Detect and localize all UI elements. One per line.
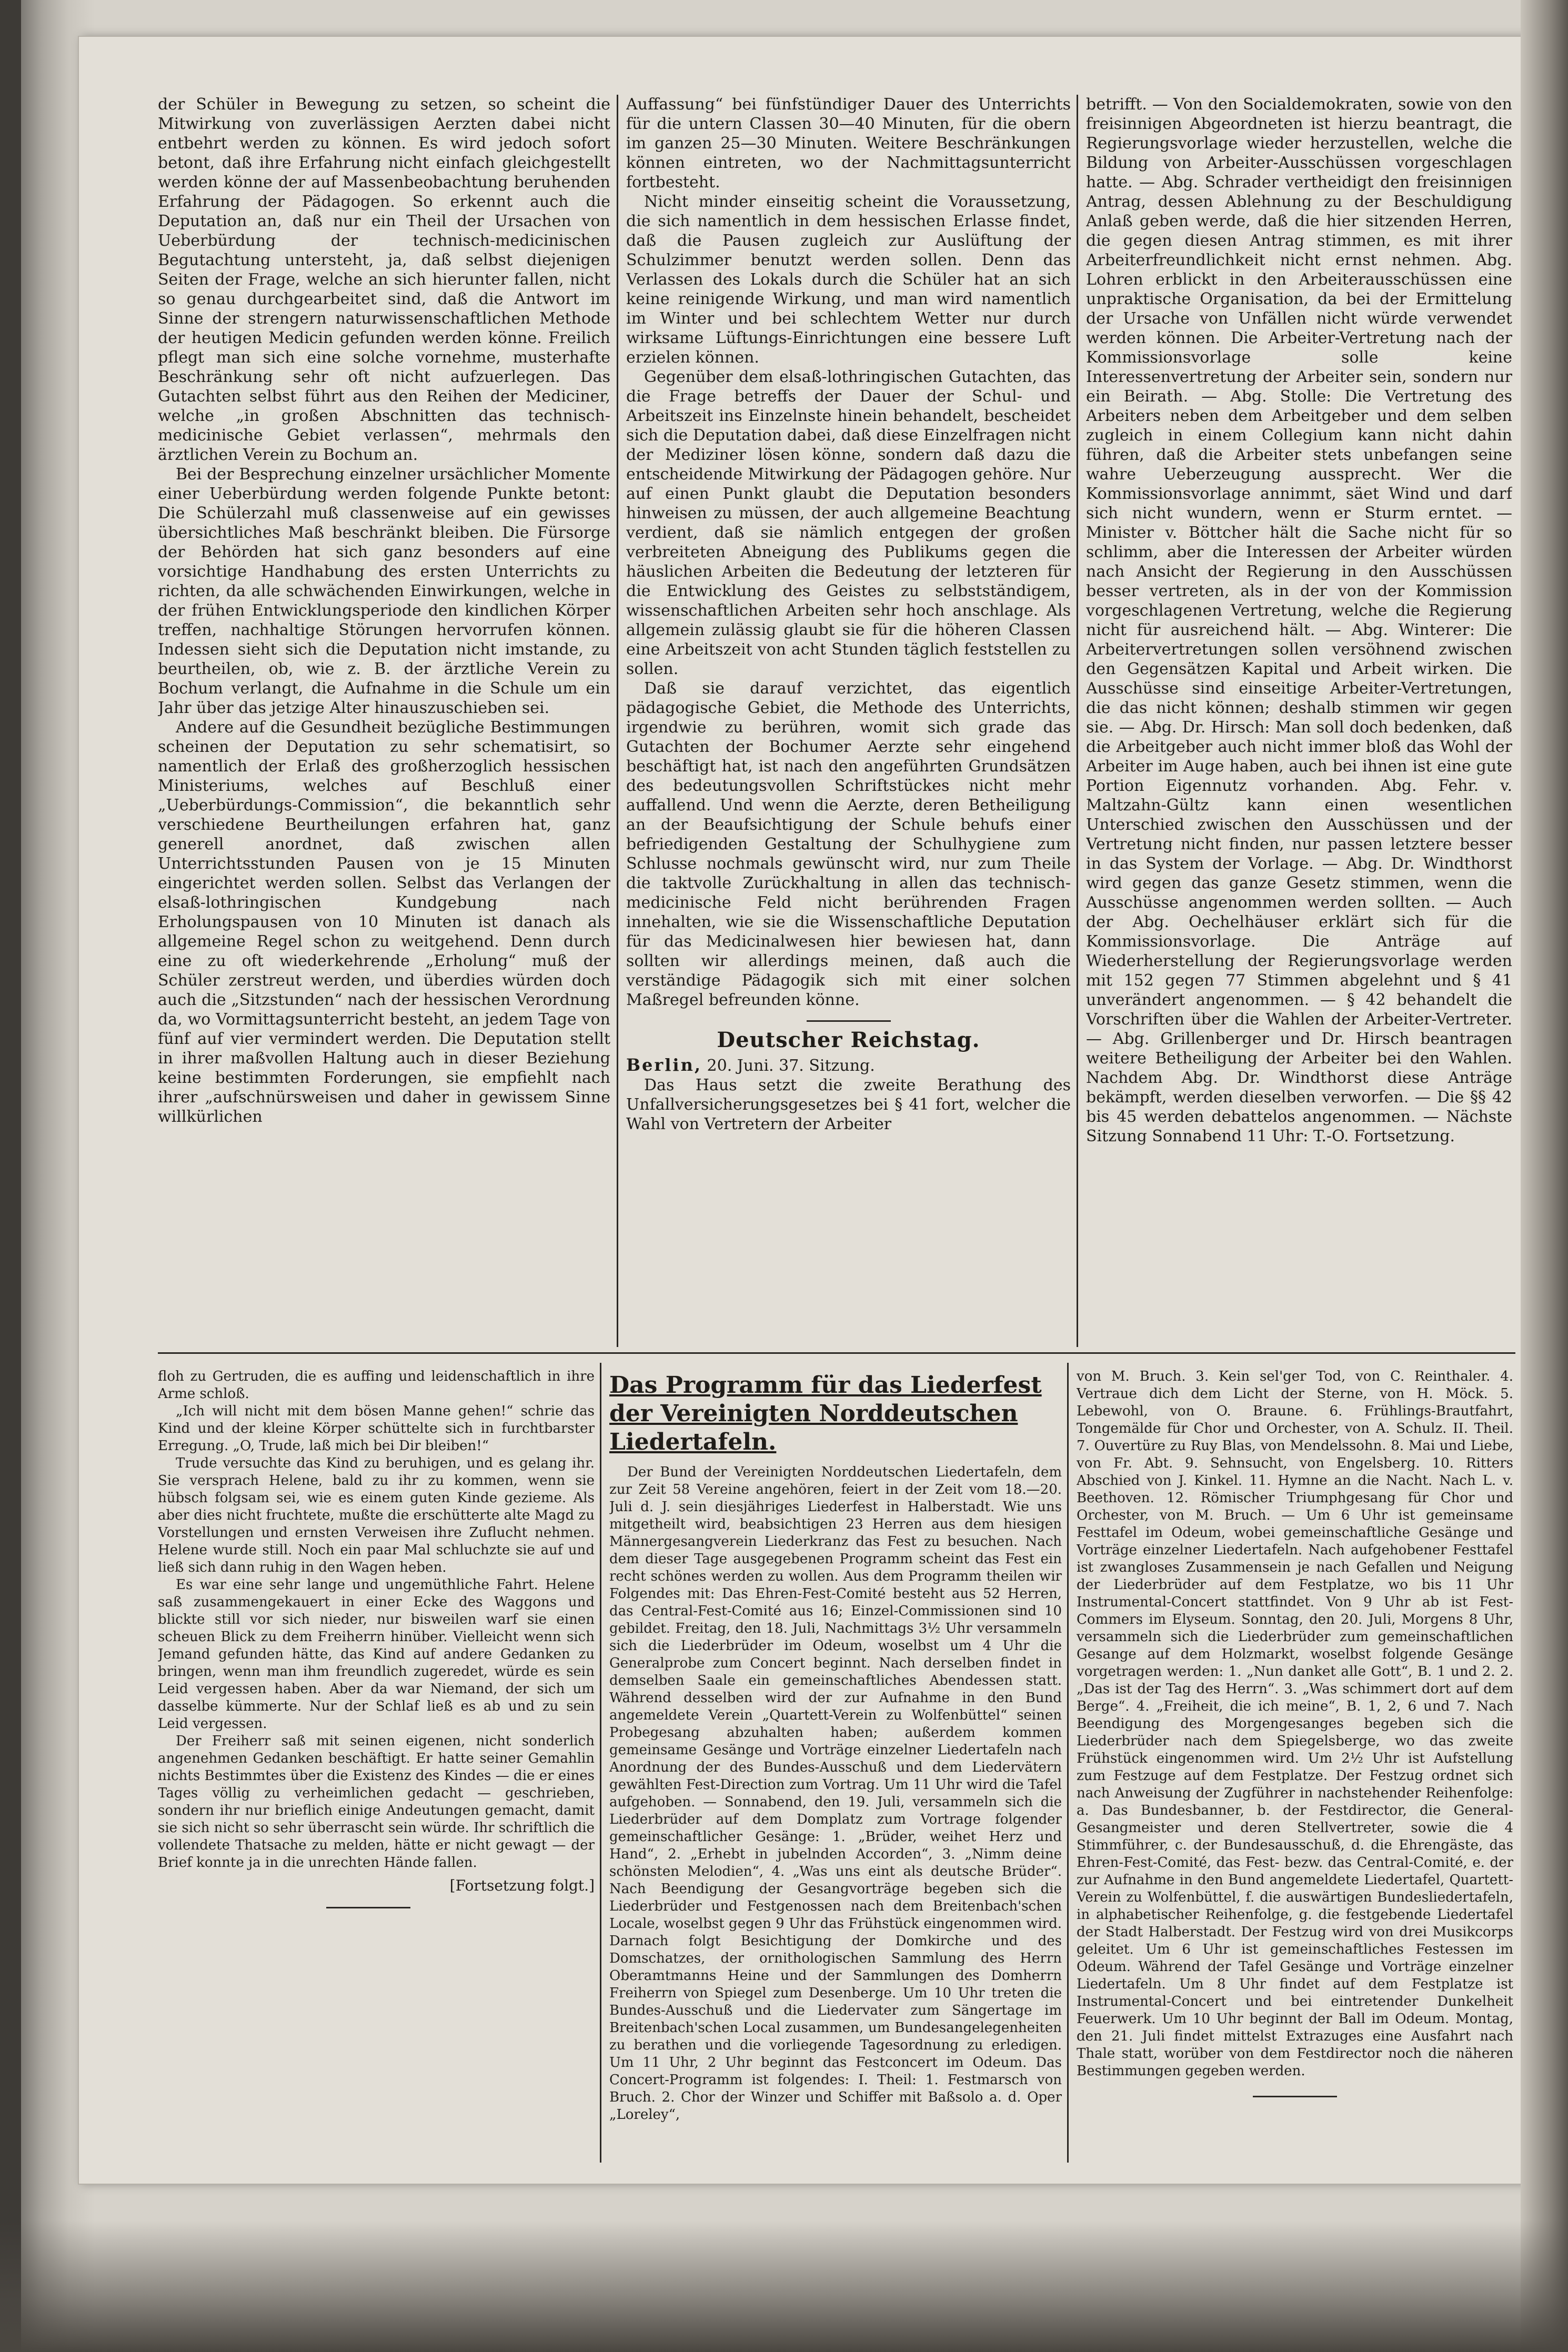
column-divider <box>1077 95 1078 1347</box>
program-heading: Das Programm für das Liederfest der Vereinigten Norddeutschen Liedertafeln. <box>609 1372 1042 1455</box>
section-separator <box>807 1020 891 1022</box>
column-divider <box>600 1363 601 2163</box>
paragraph: „Ich will nicht mit dem bösen Manne gehen!“ schrie das Kind und der kleine Körper schüttelte sich in furchtbarster Erregung. „O, Trude, laß mich bei Dir bleiben!“ <box>158 1403 595 1454</box>
paragraph: Der Bund der Vereinigten Norddeutschen Liedertafeln, dem zur Zeit 58 Vereine angehören, feiert in der Zeit vom 18.—20. Juli d. J. sein diesjähriges Liederfest in Halberstadt. Wie uns mitgetheilt wird, beabsichtigen 23 Herren aus dem hiesigen Männergesangverein Liederkranz das Fest zu besuchen. Nach dem dieser Tage ausgegebenen Programm scheint das Fest ein recht schönes werden zu wollen. Aus dem Programm theilen wir Folgendes mit: Das Ehren-Fest-Comité besteht aus 52 Herren, das Central-Fest-Comité aus 16; Einzel-Commissionen sind 10 gebildet. Freitag, den 18. Juli, Nachmittags 3½ Uhr versammeln sich die Liederbrüder im Odeum, woselbst um 4 Uhr die Generalprobe zum Concert beginnt. Nach derselben findet in demselben Saale ein gemeinschaftliches Abendessen statt. Während desselben wird der zur Aufnahme in den Bund angemeldete Verein „Quartett-Verein zu Wolfenbüttel“ seinen Probegesang abzuhalten haben; außerdem kommen gemeinsame Gesänge und Vorträge einzelner Liedertafeln nach Anordnung der des Bundes-Ausschuß und dem Liedervätern gewählten Fest-Direction zum Vortrag. Um 11 Uhr wird die Tafel aufgehoben. — Sonnabend, den 19. Juli, versammeln sich die Liederbrüder auf dem Domplatz zum Vortrage folgender gemeinschaftlicher Gesänge: 1. „Brüder, weihet Herz und Hand“, 2. „Erhebt in jubelnden Accorden“, 3. „Nimm deine schönsten Melodien“, 4. „Was uns eint als deutsche Brüder“. Nach Beendigung der Gesangvorträge begeben sich die Liederbrüder und Festgenossen nach dem Breitenbach'schen Locale, woselbst gegen 9 Uhr das Frühstück eingenommen wird. Darnach folgt Besichtigung der Domkirche und des Domschatzes, der ornithologischen Sammlung des Herrn Oberamtmanns Heine und der Sammlungen des Domherrn Freiherrn von Spiegel zum Desenberge. Um 10 Uhr treten die Bundes-Ausschuß und die Liedervater zum Sängertage im Breitenbach'schen Local zusammen, um Bundesangelegenheiten zu berathen und die vorliegende Tagesordnung zu erledigen. Um 11 Uhr, 2 Uhr beginnt das Festconcert im Odeum. Das Concert-Programm ist folgendes: I. Theil: 1. Festmarsch von Bruch. 2. Chor der Winzer und Schiffer mit Baßsolo a. d. Oper „Loreley“, <box>609 1464 1062 2123</box>
paragraph: Es war eine sehr lange und ungemüthliche Fahrt. Helene saß zusammengekauert in einer Ecke des Waggons und blickte still vor sich nieder, nur bisweilen warf sie einen scheuen Blick zu dem Freiherrn hinüber. Vielleicht wenn sich Jemand gefunden hätte, das Kind auf andere Gedanken zu bringen, wenn man ihm freundlich zugeredet, würde es sein Leid vergessen haben. Aber da war Niemand, der sich um dasselbe kümmerte. Nur der Schlaf ließ es ab und zu sein Leid vergessen. <box>158 1577 595 1732</box>
program-column-continued <box>1077 1368 1513 2168</box>
top-column-2 <box>626 95 1071 1347</box>
binding-edge <box>1521 0 1568 2352</box>
paragraph: Daß sie darauf verzichtet, das eigentlich pädagogische Gebiet, die Methode des Unterrichts, irgendwie zu berühren, womit sich grade das Gutachten der Bochumer Aerzte sehr eingehend beschäftigt hat, ist nach den angeführten Grundsätzen des bedeutungsvollen Schriftstückes nicht mehr auffallend. Und wenn die Aerzte, deren Betheiligung an der Beaufsichtigung der Schule behufs einer befriedigenden Gestaltung der Schulhygiene zum Schlusse nochmals gewünscht wird, nur zum Theile die taktvolle Zurückhaltung in allen das technisch-medicinische Feld nicht berührenden Fragen innehalten, wie sie die Wissenschaftliche Deputation für das Medicinalwesen hier bewiesen hat, dann sollten wir allerdings meinen, daß auch die verständige Pädagogik sich mit einer solchen Maßregel befreunden könne. <box>626 679 1071 1009</box>
paragraph: der Schüler in Bewegung zu setzen, so scheint die Mitwirkung von zuverlässigen Aerzten dabei nicht entbehrt werden zu können. Es wird jedoch sofort betont, daß ihre Erfahrung nicht einfach gleichgestellt werden könne der auf Massenbeobachtung beruhenden Erfahrung der Pädagogen. So erkennt auch die Deputation an, daß nur ein Theil der Ursachen von Ueberbürdung der technisch-medicinischen Begutachtung untersteht, ja, daß selbst diejenigen Seiten der Frage, welche an sich hierunter fallen, nicht so genau durchgearbeitet sind, daß die Antwort im Sinne der strengern naturwissenschaftlichen Methode der heutigen Medicin gefunden werden könne. Freilich pflegt man sich eine solche vornehme, musterhafte Beschränkung sehr oft nicht aufzuerlegen. Das Gutachten selbst führt aus den Reihen der Mediciner, welche „in großen Abschnitten das technisch-medicinische Gebiet verlassen“, mehrmals den ärztlichen Verein zu Bochum an. <box>158 95 610 464</box>
paragraph: Trude versuchte das Kind zu beruhigen, und es gelang ihr. Sie versprach Helene, bald zu ihr zu kommen, wenn sie hübsch folgsam sei, wie es einem guten Kinde gezieme. Als aber dies nicht fruchtete, mußte die erschütterte alte Magd zu Vorstellungen und ernsten Verweisen ihre Zuflucht nehmen. Helene wurde still. Noch ein paar Mal schluchzte sie auf und ließ sich dann ruhig in den Wagen heben. <box>158 1455 595 1575</box>
top-column-1 <box>158 95 610 1336</box>
reichstag-dateline <box>626 1056 1071 1076</box>
dateline-date: 20. Juni. 37. Sitzung. <box>707 1057 875 1075</box>
paragraph: Der Freiherr saß mit seinen eigenen, nicht sonderlich angenehmen Gedanken beschäftigt. Er hatte seiner Gemahlin nichts Bestimmtes über die Existenz des Kindes — die er eines Tages völlig zu verheimlichen gedacht — geschrieben, sondern ihr nur brieflich einige Andeutungen gemacht, damit sie sich nicht so sehr überrascht sein würde. Ihr schriftlich die vollendete Thatsache zu melden, hätte er nicht gewagt — der Brief konnte ja in die unrechten Hände fallen. <box>158 1733 595 1871</box>
page-bottom-shadow <box>0 2220 1568 2352</box>
paragraph: Bei der Besprechung einzelner ursächlicher Momente einer Ueberbürdung werden folgende Punkte betont: Die Schülerzahl muß classenweise auf ein gewisses übersichtliches Maß beschränkt bleiben. Die Fürsorge der Behörden hat sich ganz besonders auf eine vorsichtige Handhabung des ersten Unterrichts zu richten, da alle schwächenden Einwirkungen, welche in der frühen Entwicklungsperiode den kindlichen Körper treffen, nachhaltige Störungen hervorrufen können. Indessen sieht sich die Deputation nicht imstande, zu beurtheilen, ob, wie z. B. der ärztliche Verein zu Bochum verlangt, die Aufnahme in die Schule um ein Jahr über das jetzige Alter hinauszuschieben sei. <box>158 465 610 717</box>
dateline-city: Berlin, <box>626 1055 702 1075</box>
reichstag-heading: Deutscher Reichstag. <box>717 1028 980 1052</box>
paragraph: Das Haus setzt die zweite Berathung des Unfallversicherungsgesetzes bei § 41 fort, welcher die Wahl von Vertretern der Arbeiter <box>626 1076 1071 1133</box>
paragraph: von M. Bruch. 3. Kein sel'ger Tod, von C. Reinthaler. 4. Vertraue dich dem Licht der Sterne, von H. Möck. 5. Lebewohl, von O. Braune. 6. Frühlings-Brautfahrt, Tongemälde für Chor und Orchester, von A. Schulz. II. Theil. 7. Ouvertüre zu Ruy Blas, von Mendelssohn. 8. Mai und Liebe, von Fr. Abt. 9. Sehnsucht, von Engelsberg. 10. Ritters Abschied von J. Kinkel. 11. Hymne an die Nacht. Nach L. v. Beethoven. 12. Römischer Triumphgesang für Chor und Orchester, von M. Bruch. — Um 6 Uhr ist gemeinsame Festtafel im Odeum, wobei gemeinschaftliche Gesänge und Vorträge einzelner Liedertafeln. Nach aufgehobener Festtafel ist zwangloses Zusammensein je nach Gefallen und Neigung der Liederbrüder auf dem Festplatze, wo bis 11 Uhr Instrumental-Concert stattfindet. Von 9 Uhr ab ist Fest-Commers im Elyseum. Sonntag, den 20. Juli, Morgens 8 Uhr, versammeln sich die Liederbrüder zum gemeinschaftlichen Gesange auf dem Holzmarkt, woselbst folgende Gesänge vorgetragen werden: 1. „Nun danket alle Gott“, B. 1 und 2. 2. „Das ist der Tag des Herrn“. 3. „Was schimmert dort auf dem Berge“. 4. „Freiheit, die ich meine“, B. 1, 2, 6 und 7. Nach Beendigung des Morgengesanges begeben sich die Liederbrüder nach dem Spiegelsberge, wo das zweite Frühstück eingenommen wird. Um 2½ Uhr ist Aufstellung zum Festzuge auf dem Festplatze. Der Festzug ordnet sich nach Anweisung der Zugführer in nachstehender Reihenfolge: a. Das Bundesbanner, b. der Festdirector, die General-Gesangmeister und deren Stellvertreter, sowie die 4 Stimmführer, c. der Bundesausschuß, d. die Ehrengäste, das Ehren-Fest-Comité, das Fest- bezw. das Central-Comité, e. der zur Aufnahme in den Bund angemeldete Liedertafel, Quartett-Verein zu Wolfenbüttel, f. die auswärtigen Bundesliedertafeln, in alphabetischer Reihenfolge, g. die festgebende Liedertafel der Stadt Halberstadt. Der Festzug wird von drei Musikcorps geleitet. Um 6 Uhr ist gemeinschaftliches Festessen im Odeum. Während der Tafel Gesänge und Vorträge einzelner Liedertafeln. Um 8 Uhr findet auf dem Festplatze ist Instrumental-Concert und bei eintretender Dunkelheit Feuerwerk. Um 10 Uhr beginnt der Ball im Odeum. Montag, den 21. Juli findet mittelst Extrazuges eine Ausfahrt nach Thale statt, worüber von dem Festdirector noch die näheren Bestimmungen gegeben werden. <box>1077 1369 1513 2079</box>
section-divider <box>158 1352 1515 1354</box>
paragraph: floh zu Gertruden, die es auffing und leidenschaftlich in ihre Arme schloß. <box>158 1369 595 1402</box>
story-column <box>158 1368 595 2210</box>
paragraph: Auffassung“ bei fünfstündiger Dauer des Unterrichts für die untern Classen 30—40 Minuten, für die obern im ganzen 25—30 Minuten. Weitere Beschränkungen können eintreten, wo der Nachmittagsunterricht fortbesteht. <box>626 95 1071 192</box>
program-column <box>609 1368 1062 2168</box>
paragraph: Gegenüber dem elsaß-lothringischen Gutachten, das die Frage betreffs der Dauer der Schul- und Arbeitszeit ins Einzelnste hinein behandelt, bescheidet sich die Deputation dabei, daß diese Einzelfragen nicht der Mediziner lösen könne, sondern daß dazu die entscheidende Mitwirkung der Pädagogen gehöre. Nur auf einen Punkt glaubt die Deputation besonders hinweisen zu müssen, der auch allgemeine Beachtung verdient, daß sie nämlich entgegen der großen verbreiteten Abneigung des Publikums gegen die häuslichen Arbeiten die Bedeutung der letzteren für die Entwicklung des Geistes zu selbstständigem, wissenschaftlichen Arbeiten sehr hoch anschlage. Als allgemein zulässig glaubt sie für die höheren Classen eine Arbeitszeit von acht Stunden täglich feststellen zu sollen. <box>626 368 1071 678</box>
paragraph: Andere auf die Gesundheit bezügliche Bestimmungen scheinen der Deputation zu sehr schematisirt, so namentlich der Erlaß des großherzoglich hessischen Ministeriums, welches auf Beschluß einer „Ueberbürdungs-Commission“, die bekanntlich sehr verschiedene Beurtheilungen erfahren hat, ganz generell anordnet, daß zwischen allen Unterrichtsstunden Pausen von je 15 Minuten eingerichtet werden sollen. Selbst das Verlangen der elsaß-lothringischen Kundgebung nach Erholungspausen von 10 Minuten ist danach als allgemeine Regel schon zu weitgehend. Denn durch eine zu oft wiederkehrende „Erholung“ muß der Schüler zerstreut werden, und überdies würden doch auch die „Sitzstunden“ nach der hessischen Verordnung da, wo Vormittagsunterricht besteht, an jedem Tage von fünf auf vier vermindert werden. Die Deputation stellt in ihrer maßvollen Haltung auch in dieser Beziehung keine bestimmten Forderungen, sie empfiehlt nach ihrer „aufschnürsweisen und daher in gewissem Sinne willkürlichen <box>158 718 610 1126</box>
top-column-3 <box>1086 95 1512 1347</box>
column-divider <box>1067 1363 1069 2163</box>
paragraph: Nicht minder einseitig scheint die Voraussetzung, die sich namentlich in dem hessischen Erlasse findet, daß die Pausen zugleich zur Auslüftung der Schulzimmer benutzt werden sollen. Denn das Verlassen des Lokals durch die Schüler hat an sich keine reinigende Wirkung, und man wird namentlich im Winter und bei schlechtem Wetter nur durch wirksame Lüftungs-Einrichtungen eine bessere Luft erzielen können. <box>626 193 1071 367</box>
paragraph: betrifft. — Von den Socialdemokraten, sowie von den freisinnigen Abgeordneten ist hierzu beantragt, die Regierungsvorlage wieder herzustellen, welche die Bildung von Arbeiter-Ausschüssen vorgeschlagen hatte. — Abg. Schrader vertheidigt den freisinnigen Antrag, dessen Ablehnung zu der Beschuldigung Anlaß geben werde, daß die hier sitzenden Herren, die gegen diesen Antrag stimmen, es mit ihrer Arbeiterfreundlichkeit nicht ernst nehmen. Abg. Lohren erblickt in den Arbeiterausschüssen eine unpraktische Organisation, da bei der Ermittelung der Ursache von Unfällen nicht würde verwendet werden können. Die Arbeiter-Vertretung nach der Kommissionsvorlage solle keine Interessenvertretung der Arbeiter sein, sondern nur ein Beirath. — Abg. Stolle: Die Vertretung des Arbeiters neben dem Arbeitgeber und dem selben zugleich in einem Collegium kann nicht dahin führen, daß die Arbeiter stets unbefangen seine wahre Ueberzeugung aussprecht. Wer die Kommissionsvorlage annimmt, säet Wind und darf sich nicht wundern, wenn er Sturm erntet. — Minister v. Böttcher hält die Sache nicht für so schlimm, aber die Interessen der Arbeiter würden nach Ansicht der Regierung in den Ausschüssen besser vertreten, als in der von der Kommission vorgeschlagenen Vertretung, welche die Regierung nicht für ausreichend hält. — Abg. Winterer: Die Arbeitervertretungen sollen versöhnend zwischen den Gegensätzen Kapital und Arbeit wirken. Die Ausschüsse sind einseitige Arbeiter-Vertretungen, die das nicht können; deshalb stimmen wir gegen sie. — Abg. Dr. Hirsch: Man soll doch bedenken, daß die Arbeitgeber auch nicht immer bloß das Wohl der Arbeiter im Auge haben, auch bei ihnen ist eine gute Portion Eigennutz vorhanden. Abg. Fehr. v. Maltzahn-Gültz kann einen wesentlichen Unterschied zwischen den Ausschüssen und der Vertretung nicht finden, nur passen letztere besser in das System der Vorlage. — Abg. Dr. Windthorst wird gegen das ganze Gesetz stimmen, wenn die Ausschüsse angenommen werden sollten. — Auch der Abg. Oechelhäuser erklärt sich für die Kommissionsvorlage. Die Anträge auf Wiederherstellung der Regierungsvorlage werden mit 152 gegen 77 Stimmen abgelehnt und § 41 unverändert angenommen. — § 42 behandelt die Vorschriften über die Wahlen der Arbeiter-Vertreter. — Abg. Grillenberger und Dr. Hirsch beantragen weitere Betheiligung der Arbeiter bei den Wahlen. Nachdem Abg. Dr. Windthorst diese Anträge bekämpft, werden dieselben verworfen. — Die §§ 42 bis 45 werden debattelos angenommen. — Nächste Sitzung Sonnabend 11 Uhr: T.-O. Fortsetzung. <box>1086 95 1512 1145</box>
continuation-note: [Fortsetzung folgt.] <box>449 1877 595 1894</box>
story-end-rule <box>326 1907 410 1908</box>
program-end-rule <box>1253 2096 1337 2097</box>
column-divider <box>617 95 618 1347</box>
